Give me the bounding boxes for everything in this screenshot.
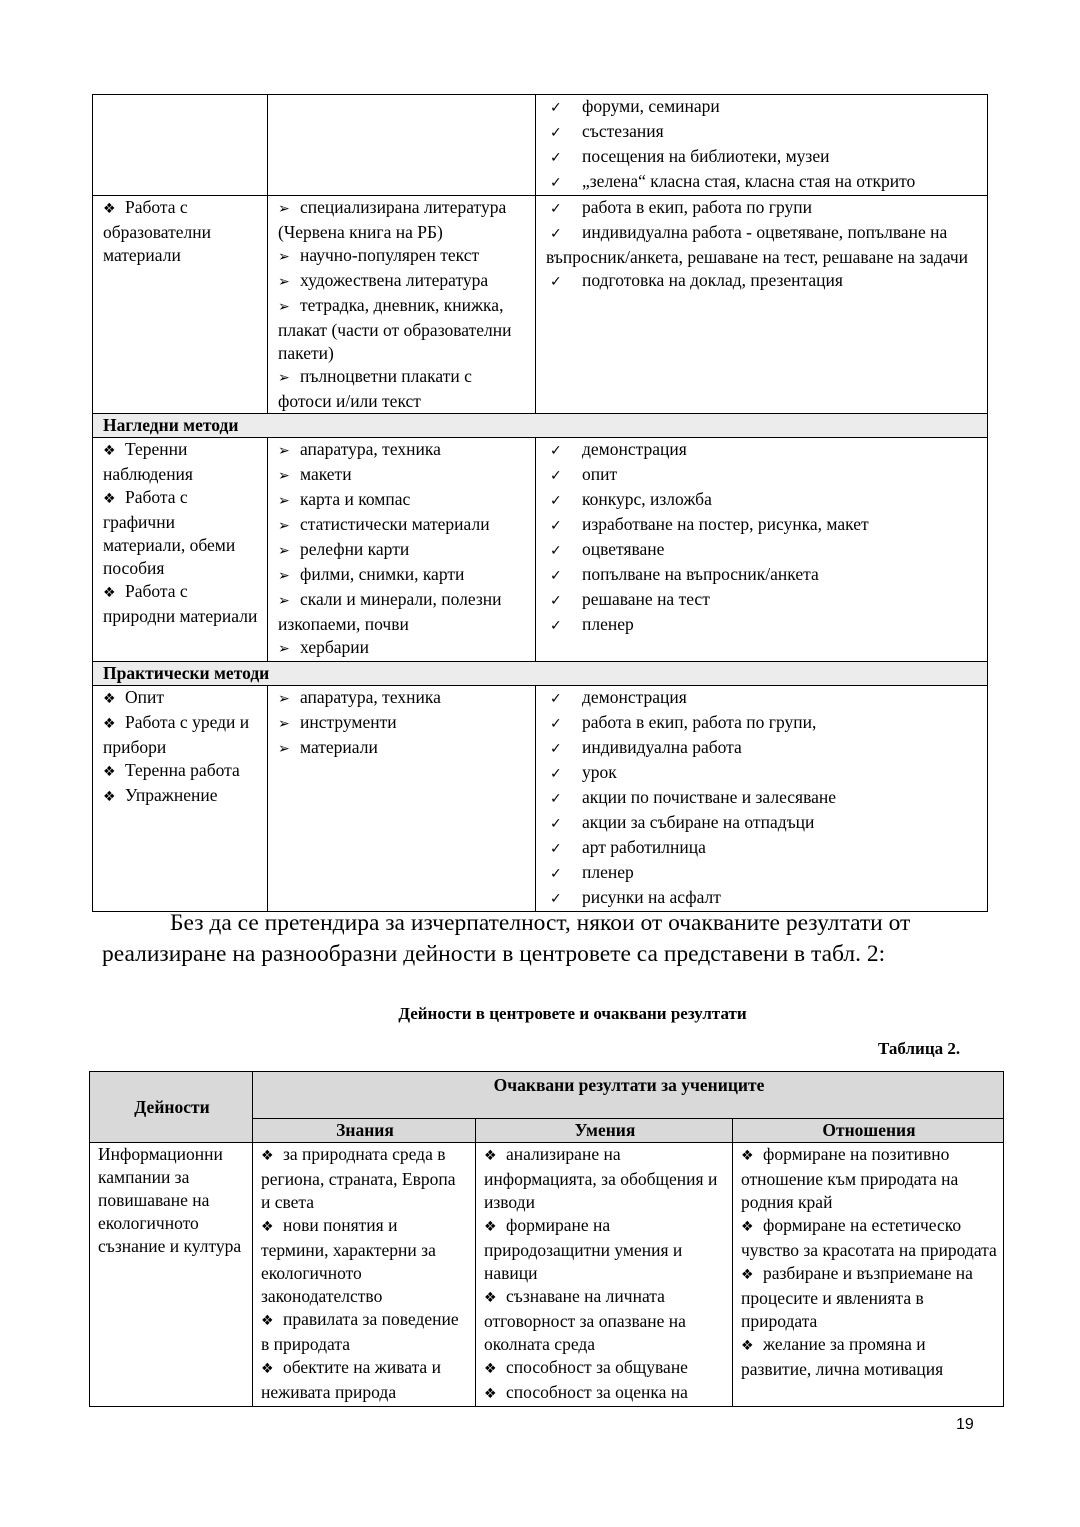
arrow-bullet-icon: ➢ (278, 716, 290, 732)
results-table (89, 1071, 1004, 1407)
checkmark-icon: ✓ (550, 468, 562, 484)
list-item-text: художествена литература (300, 270, 489, 290)
list-item-text: научно-популярен текст (300, 245, 480, 265)
diamond-bullet-icon: ❖ (741, 1267, 754, 1283)
list-item-text: Теренна работа (125, 760, 240, 780)
list-item-text: състезания (582, 121, 664, 141)
list-item (546, 761, 979, 786)
arrow-bullet-icon: ➢ (278, 593, 290, 609)
table-cell (268, 95, 536, 196)
list-item-text: формиране на природозащитни умения и навици (484, 1215, 683, 1283)
header-attitudes: Отношения (733, 1119, 1004, 1143)
list-item-text: арт работилница (582, 837, 706, 857)
list-item (103, 580, 259, 628)
list-item-text: попълване на въпросник/анкета (582, 564, 819, 584)
arrow-bullet-icon: ➢ (278, 691, 290, 707)
checkmark-icon: ✓ (550, 518, 562, 534)
activity-cell: Информационни кампании за повишаване на екологичното съзнание и култура (90, 1143, 253, 1407)
list-item-text: опит (582, 464, 618, 484)
table-number: Таблица 2. (878, 1039, 961, 1058)
list-item (741, 1262, 997, 1333)
arrow-bullet-icon: ➢ (278, 568, 290, 584)
list-item-text: филми, снимки, карти (300, 564, 465, 584)
list-item-text: решаване на тест (582, 589, 710, 609)
list-item-text: правилата за поведение в природата (261, 1309, 459, 1354)
checkmark-icon: ✓ (550, 691, 562, 707)
diamond-bullet-icon: ❖ (484, 1290, 497, 1306)
list-item (546, 95, 979, 120)
arrow-bullet-icon: ➢ (278, 370, 290, 386)
diamond-bullet-icon: ❖ (103, 201, 116, 217)
list-item-text: нови понятия и термини, характерни за екологичното законодателство (261, 1215, 436, 1306)
table-cell (268, 196, 536, 414)
list-item (741, 1214, 997, 1262)
checkmark-icon: ✓ (550, 716, 562, 732)
list-item-text: акции за събиране на отпадъци (582, 812, 815, 832)
list-item (546, 196, 979, 221)
list-item-text: Опит (125, 687, 165, 707)
table-cell (93, 686, 268, 912)
diamond-bullet-icon: ❖ (103, 716, 116, 732)
list-item (546, 120, 979, 145)
list-item-text: пленер (582, 614, 634, 634)
list-item (261, 1143, 469, 1214)
list-item (278, 438, 527, 463)
list-item-text: подготовка на доклад, презентация (582, 270, 843, 290)
table-caption: Дейности в центровете и очаквани резултати (398, 1004, 747, 1023)
list-item (546, 463, 979, 488)
header-skills: Умения (476, 1119, 733, 1143)
table-row (90, 1143, 1004, 1407)
checkmark-icon: ✓ (550, 568, 562, 584)
list-item (741, 1333, 997, 1381)
list-item (278, 269, 527, 294)
list-item (278, 538, 527, 563)
checkmark-icon: ✓ (550, 201, 562, 217)
arrow-bullet-icon: ➢ (278, 493, 290, 509)
methods-table (92, 94, 988, 912)
list-item (103, 759, 259, 784)
header-expected-results: Очаквани резултати за учениците (253, 1072, 1004, 1119)
diamond-bullet-icon: ❖ (261, 1361, 274, 1377)
table-cell (536, 196, 988, 414)
diamond-bullet-icon: ❖ (484, 1219, 497, 1235)
list-item (546, 736, 979, 761)
table-cell (93, 438, 268, 662)
list-item (278, 711, 527, 736)
checkmark-icon: ✓ (550, 443, 562, 459)
list-item (278, 563, 527, 588)
list-item-text: съзнаване на личната отговорност за опазване на околната среда (484, 1286, 686, 1354)
diamond-bullet-icon: ❖ (103, 691, 116, 707)
list-item-text: обектите на живата и неживата природа (261, 1357, 441, 1402)
header-knowledge: Знания (253, 1119, 476, 1143)
list-item-text: индивидуална работа - оцветяване, попълване на въпросник/анкета, решаване на тест, решаване на задачи (546, 222, 969, 267)
arrow-bullet-icon: ➢ (278, 543, 290, 559)
attitudes-cell (733, 1143, 1004, 1407)
list-item (261, 1214, 469, 1308)
list-item (546, 269, 979, 294)
table-cell (536, 438, 988, 662)
table-cell (268, 686, 536, 912)
list-item-text: оцветяване (582, 539, 665, 559)
diamond-bullet-icon: ❖ (741, 1219, 754, 1235)
list-item-text: Работа с образователни материали (103, 197, 211, 265)
header-row (90, 1072, 1004, 1119)
checkmark-icon: ✓ (550, 175, 562, 191)
list-item-text: демонстрация (582, 439, 687, 459)
list-item-text: карта и компас (300, 489, 411, 509)
list-item-text: работа в екип, работа по групи, (582, 712, 817, 732)
diamond-bullet-icon: ❖ (261, 1219, 274, 1235)
diamond-bullet-icon: ❖ (103, 443, 116, 459)
list-item (278, 636, 527, 661)
table-row (93, 438, 988, 662)
list-item (546, 538, 979, 563)
list-item (278, 196, 527, 244)
list-item (278, 294, 527, 365)
diamond-bullet-icon: ❖ (484, 1148, 497, 1164)
list-item (103, 686, 259, 711)
list-item (484, 1356, 726, 1381)
list-item (546, 563, 979, 588)
header-activities: Дейности (90, 1072, 253, 1143)
checkmark-icon: ✓ (550, 593, 562, 609)
list-item-text: формиране на позитивно отношение към природата на родния край (741, 1144, 959, 1212)
list-item-text: анализиране на информацията, за обобщения и изводи (484, 1144, 718, 1212)
list-item-text: инструменти (300, 712, 397, 732)
list-item-text: разбиране и възприемане на процесите и явленията в природата (741, 1263, 973, 1331)
list-item (103, 438, 259, 486)
checkmark-icon: ✓ (550, 543, 562, 559)
checkmark-icon: ✓ (550, 274, 562, 290)
checkmark-icon: ✓ (550, 766, 562, 782)
list-item (278, 736, 527, 761)
checkmark-icon: ✓ (550, 493, 562, 509)
diamond-bullet-icon: ❖ (741, 1338, 754, 1354)
table-cell (268, 438, 536, 662)
diamond-bullet-icon: ❖ (484, 1361, 497, 1377)
diamond-bullet-icon: ❖ (484, 1386, 497, 1402)
list-item-text: апаратура, техника (300, 687, 441, 707)
checkmark-icon: ✓ (550, 891, 562, 907)
checkmark-icon: ✓ (550, 100, 562, 116)
list-item-text: изработване на постер, рисунка, макет (582, 514, 869, 534)
list-item-text: Упражнение (125, 785, 218, 805)
list-item (546, 686, 979, 711)
list-item-text: материали (300, 737, 378, 757)
list-item (546, 811, 979, 836)
list-item (546, 613, 979, 638)
body-paragraph (102, 908, 987, 970)
diamond-bullet-icon: ❖ (103, 585, 116, 601)
list-item-text: статистически материали (300, 514, 490, 534)
list-item-text: демонстрация (582, 687, 687, 707)
arrow-bullet-icon: ➢ (278, 443, 290, 459)
list-item-text: желание за промяна и развитие, лична мотивация (741, 1334, 944, 1379)
list-item-text: работа в екип, работа по групи (582, 197, 812, 217)
list-item-text: „зелена“ класна стая, класна стая на открито (582, 171, 916, 191)
checkmark-icon: ✓ (550, 866, 562, 882)
arrow-bullet-icon: ➢ (278, 249, 290, 265)
table-cell (536, 686, 988, 912)
list-item (261, 1308, 469, 1356)
table-row (93, 196, 988, 414)
arrow-bullet-icon: ➢ (278, 201, 290, 217)
list-item (741, 1143, 997, 1214)
page-number: 19 (956, 1416, 974, 1433)
table-cell (536, 95, 988, 196)
list-item-text: специализирана литература (Червена книга на РБ) (278, 197, 507, 242)
table-row (93, 95, 988, 196)
list-item (278, 463, 527, 488)
arrow-bullet-icon: ➢ (278, 468, 290, 484)
list-item (546, 786, 979, 811)
list-item-text: апаратура, техника (300, 439, 441, 459)
list-item-text: посещения на библиотеки, музеи (582, 146, 830, 166)
arrow-bullet-icon: ➢ (278, 274, 290, 290)
skills-cell (476, 1143, 733, 1407)
section-heading-visual: Нагледни методи (93, 414, 988, 438)
diamond-bullet-icon: ❖ (103, 491, 116, 507)
section-row (93, 414, 988, 438)
list-item (484, 1214, 726, 1285)
list-item (484, 1285, 726, 1356)
list-item-text: хербарии (300, 637, 369, 657)
knowledge-cell (253, 1143, 476, 1407)
list-item-text: за природната среда в региона, страната, Европа и света (261, 1144, 456, 1212)
table-cell (93, 95, 268, 196)
list-item (546, 861, 979, 886)
diamond-bullet-icon: ❖ (103, 789, 116, 805)
list-item (546, 513, 979, 538)
list-item (278, 244, 527, 269)
checkmark-icon: ✓ (550, 150, 562, 166)
list-item-text: рисунки на асфалт (582, 887, 721, 907)
list-item (278, 588, 527, 636)
list-item (546, 145, 979, 170)
table-cell (93, 196, 268, 414)
arrow-bullet-icon: ➢ (278, 641, 290, 657)
list-item (546, 711, 979, 736)
list-item-text: Работа с графични материали, обеми пособия (103, 487, 236, 578)
checkmark-icon: ✓ (550, 226, 562, 242)
list-item-text: акции по почистване и залесяване (582, 787, 837, 807)
list-item-text: способност за оценка на (506, 1382, 688, 1402)
section-heading-practical: Практически методи (93, 662, 988, 686)
list-item (484, 1143, 726, 1214)
list-item-text: Работа с природни материали (103, 581, 258, 626)
list-item-text: пълноцветни плакати с фотоси и/или текст (278, 366, 472, 411)
list-item-text: пленер (582, 862, 634, 882)
list-item (261, 1356, 469, 1404)
list-item-text: макети (300, 464, 352, 484)
list-item (103, 196, 259, 267)
list-item-text: Теренни наблюдения (103, 439, 193, 484)
diamond-bullet-icon: ❖ (103, 764, 116, 780)
body-paragraph-text: Без да се претендира за изчерпателност, някои от очакваните резултати от реализиране на разнообразни дейности в центровете са представени в табл. 2: (102, 910, 911, 967)
arrow-bullet-icon: ➢ (278, 741, 290, 757)
diamond-bullet-icon: ❖ (261, 1148, 274, 1164)
diamond-bullet-icon: ❖ (741, 1148, 754, 1164)
list-item (484, 1381, 726, 1406)
table-row (93, 686, 988, 912)
list-item-text: формиране на естетическо чувство за красотата на природата (741, 1215, 997, 1260)
list-item-text: Работа с уреди и прибори (103, 712, 250, 757)
list-item (546, 588, 979, 613)
list-item-text: форуми, семинари (582, 96, 720, 116)
list-item-text: скали и минерали, полезни изкопаеми, почви (278, 589, 502, 634)
list-item (546, 488, 979, 513)
section-row (93, 662, 988, 686)
list-item-text: конкурс, изложба (582, 489, 712, 509)
list-item (546, 221, 979, 269)
list-item (278, 686, 527, 711)
checkmark-icon: ✓ (550, 841, 562, 857)
checkmark-icon: ✓ (550, 741, 562, 757)
list-item (278, 513, 527, 538)
list-item-text: тетрадка, дневник, книжка, плакат (части от образователни пакети) (278, 295, 512, 363)
arrow-bullet-icon: ➢ (278, 299, 290, 315)
list-item (103, 784, 259, 809)
list-item (278, 365, 527, 413)
list-item (103, 711, 259, 759)
list-item (546, 438, 979, 463)
diamond-bullet-icon: ❖ (261, 1313, 274, 1329)
arrow-bullet-icon: ➢ (278, 518, 290, 534)
list-item (546, 836, 979, 861)
checkmark-icon: ✓ (550, 618, 562, 634)
list-item-text: индивидуална работа (582, 737, 742, 757)
list-item-text: способност за общуване (506, 1357, 688, 1377)
checkmark-icon: ✓ (550, 816, 562, 832)
list-item-text: урок (582, 762, 617, 782)
list-item (103, 486, 259, 580)
checkmark-icon: ✓ (550, 125, 562, 141)
list-item (546, 170, 979, 195)
list-item-text: релефни карти (300, 539, 410, 559)
checkmark-icon: ✓ (550, 791, 562, 807)
list-item (278, 488, 527, 513)
